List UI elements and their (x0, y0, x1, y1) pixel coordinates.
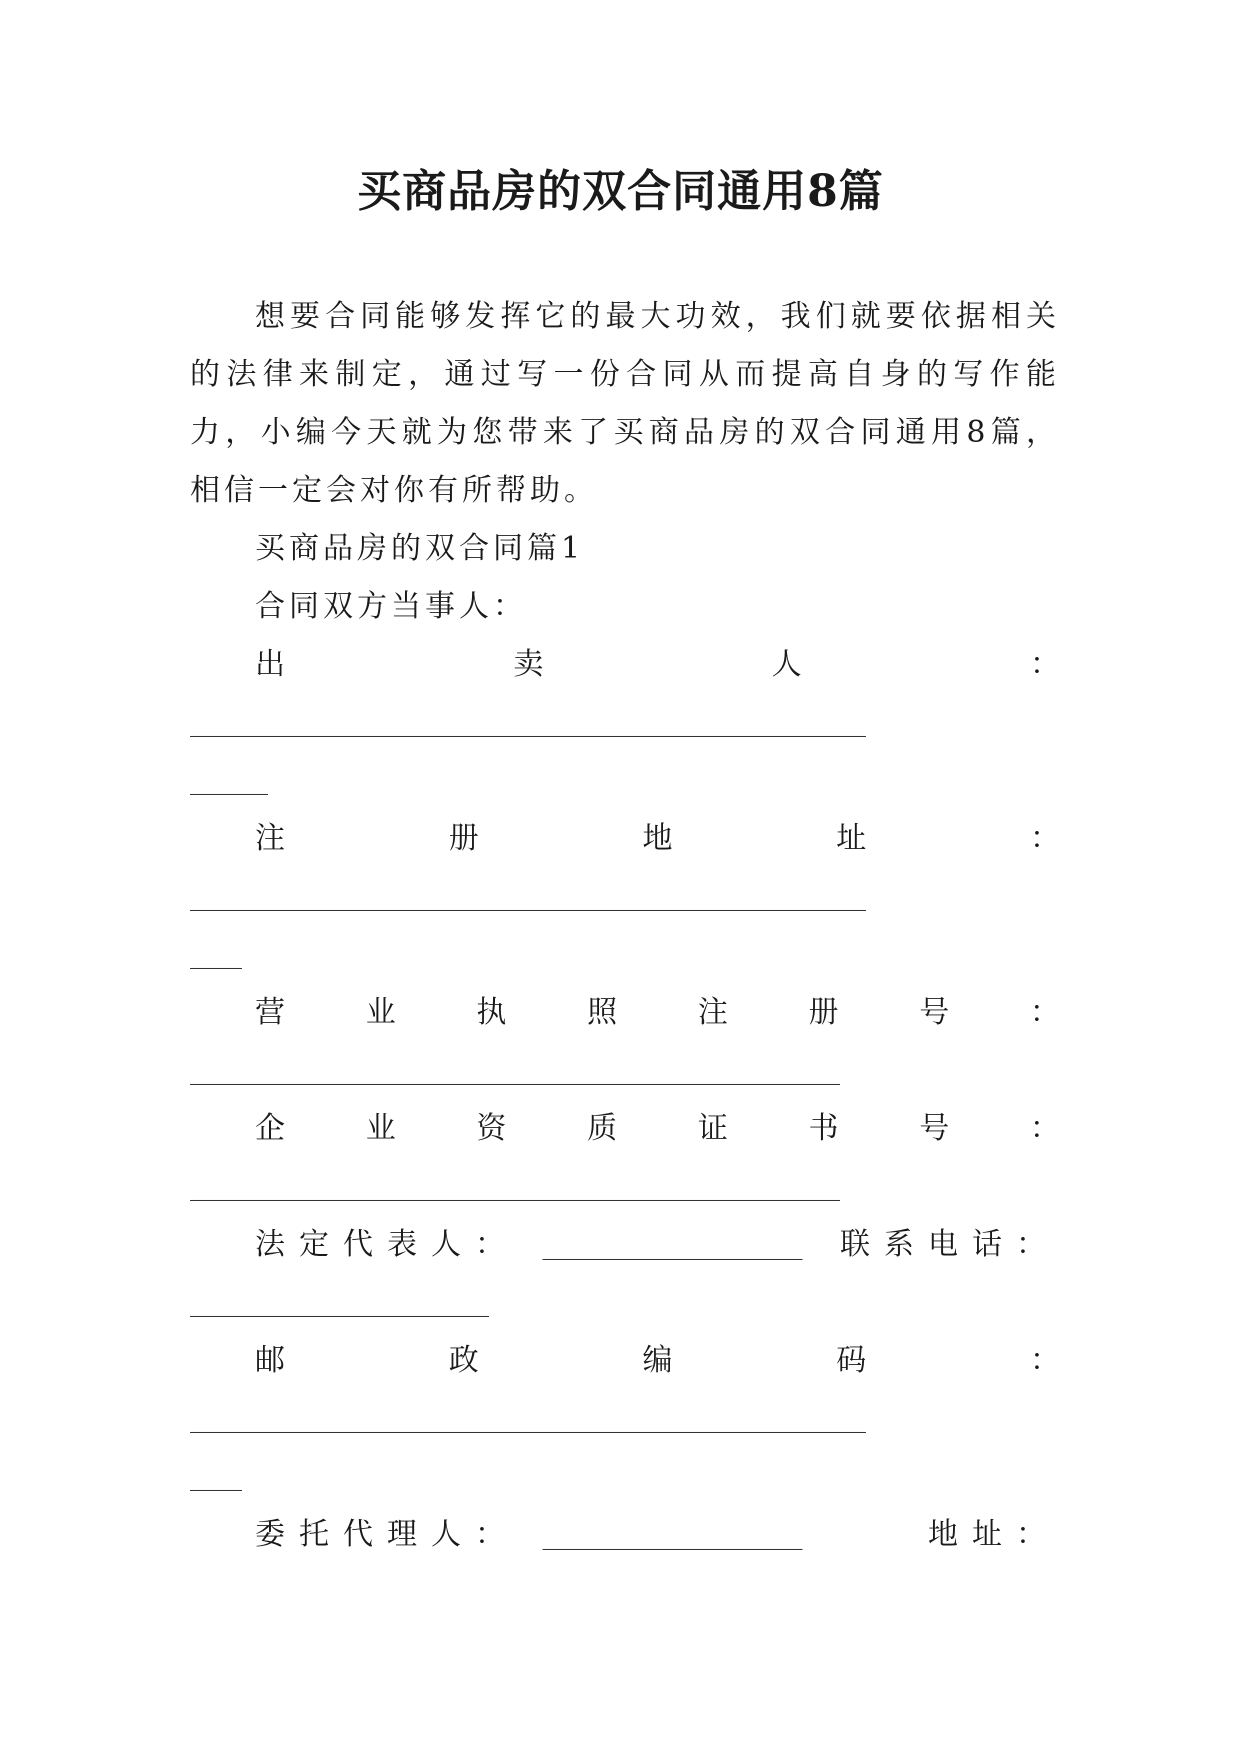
address-blank-line: ____________________________________________________ (190, 882, 866, 912)
license-char: 业 (365, 995, 396, 1030)
postal-char: ： (1030, 1343, 1060, 1378)
document-title: 买商品房的双合同通用8篇 (357, 166, 884, 217)
seller-blank-line: ____________________________________________________ (190, 708, 866, 738)
agent-label: 委托代理人： (255, 1517, 519, 1552)
qualification-label-row (190, 1100, 1060, 1158)
seller-blank-line: ______ (190, 766, 268, 796)
legal-rep-blank: ____________________ (542, 1231, 803, 1261)
address-char: ： (1030, 821, 1060, 856)
agent-address-label: 地址： (928, 1517, 1060, 1552)
qualification-char: 号 (919, 1111, 950, 1146)
license-char: 注 (697, 995, 728, 1030)
qualification-char: 质 (587, 1111, 618, 1146)
postal-blank-line: ____ (190, 1462, 242, 1492)
qualification-char: 书 (808, 1111, 839, 1146)
legal-rep-row (190, 1216, 1060, 1274)
phone-label: 联系电话： (840, 1227, 1060, 1262)
seller-char: 卖 (513, 647, 544, 682)
section-title: 买商品房的双合同篇1 (255, 531, 585, 566)
agent-row (190, 1506, 1060, 1564)
address-char: 册 (448, 821, 479, 856)
seller-label-row (190, 636, 1060, 694)
qualification-blank-line: __________________________________________________ (190, 1172, 840, 1202)
postal-char: 邮 (255, 1343, 285, 1378)
postal-char: 码 (836, 1343, 867, 1378)
qualification-char: 业 (365, 1111, 396, 1146)
qualification-char: 企 (255, 1111, 285, 1146)
phone-blank-line: _______________________ (190, 1288, 489, 1318)
license-char: 营 (255, 995, 285, 1030)
license-char: 照 (587, 995, 618, 1030)
license-char: 号 (919, 995, 950, 1030)
postal-char: 政 (448, 1343, 479, 1378)
address-label-row (190, 810, 1060, 868)
postal-char: 编 (642, 1343, 673, 1378)
qualification-char: 证 (697, 1111, 728, 1146)
seller-char: 人 (771, 647, 802, 682)
agent-blank: ____________________ (542, 1521, 803, 1551)
legal-rep-label: 法定代表人： (255, 1227, 519, 1262)
address-char: 地 (642, 821, 673, 856)
intro-paragraph: 想要合同能够发挥它的最大功效，我们就要依据相关的法律来制定，通过写一份合同从而提高自身的写作能力，小编今天就为您带来了买商品房的双合同通用8篇，相信一定会对你有所帮助。 (190, 299, 1060, 508)
address-char: 注 (255, 821, 285, 856)
postal-label-row (190, 1332, 1060, 1390)
seller-char: ： (1029, 647, 1060, 682)
address-blank-line: ____ (190, 940, 242, 970)
parties-label: 合同双方当事人： (255, 589, 527, 624)
qualification-char: ： (1029, 1111, 1060, 1146)
qualification-char: 资 (476, 1111, 507, 1146)
license-blank-line: __________________________________________________ (190, 1056, 840, 1086)
license-char: 册 (808, 995, 839, 1030)
address-char: 址 (836, 821, 867, 856)
postal-blank-line: ____________________________________________________ (190, 1404, 866, 1434)
license-char: 执 (476, 995, 507, 1030)
seller-char: 出 (255, 647, 285, 682)
license-char: ： (1029, 995, 1060, 1030)
document-body (190, 288, 1060, 1564)
license-label-row (190, 984, 1060, 1042)
